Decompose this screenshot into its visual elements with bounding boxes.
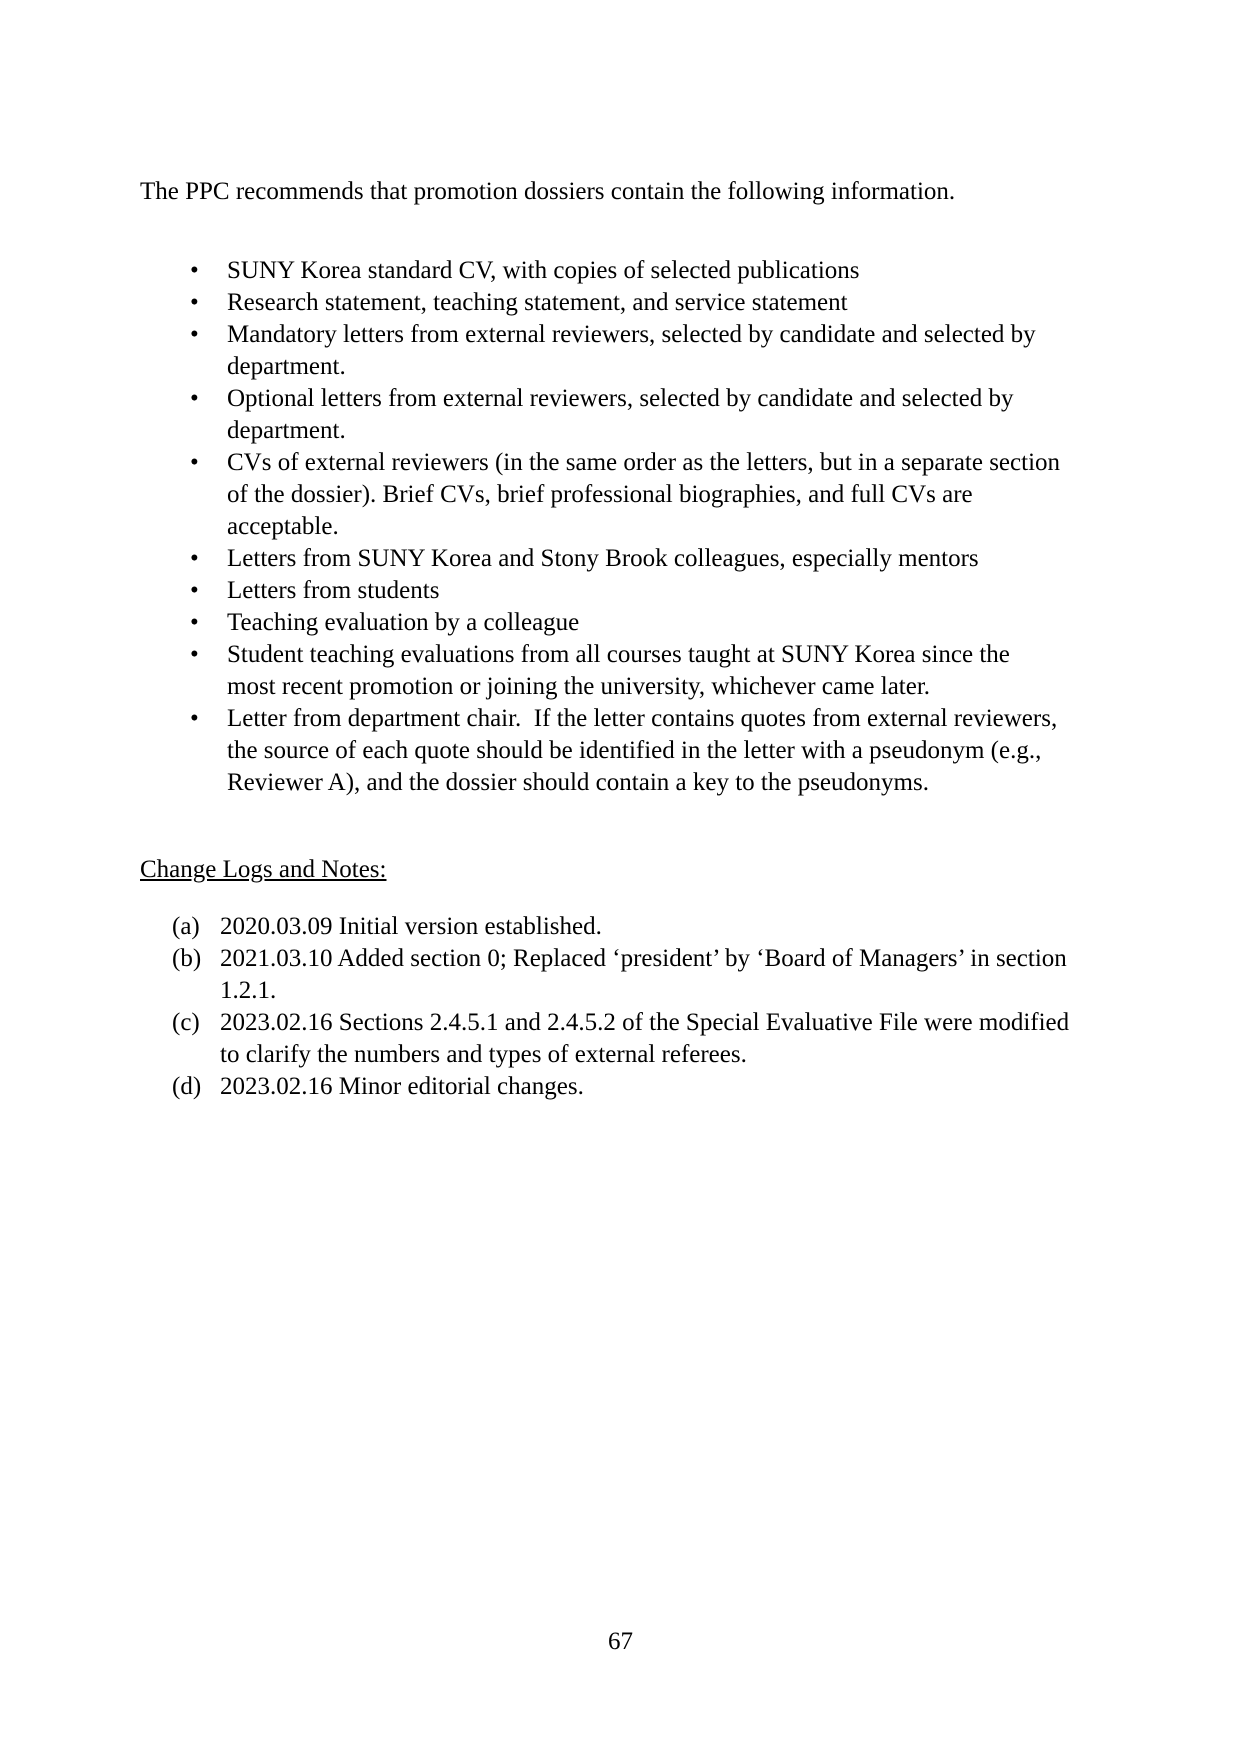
text-line: Mandatory letters from external reviewers, selected by candidate and selected by <box>227 321 1036 348</box>
bullet-item <box>140 287 1150 319</box>
bullet-item <box>140 255 1150 287</box>
intro-paragraph: The PPC recommends that promotion dossiers contain the following information. <box>140 178 956 205</box>
text-line: 2023.02.16 Sections 2.4.5.1 and 2.4.5.2 of the Special Evaluative File were modified <box>220 1009 1070 1036</box>
bullet-item <box>140 447 1150 543</box>
change-log-item <box>140 1071 1150 1103</box>
text-line: SUNY Korea standard CV, with copies of selected publications <box>227 257 860 284</box>
text-line: CVs of external reviewers (in the same order as the letters, but in a separate section <box>227 449 1061 476</box>
text-line: of the dossier). Brief CVs, brief professional biographies, and full CVs are <box>227 481 973 508</box>
bullet-marker: • <box>190 641 199 668</box>
bullet-marker: • <box>190 449 199 476</box>
text-line: the source of each quote should be identified in the letter with a pseudonym (e.g., <box>227 737 1042 764</box>
change-log-label: (d) <box>172 1073 202 1100</box>
bullet-marker: • <box>190 257 199 284</box>
page-number: 67 <box>608 1628 633 1655</box>
change-log-list <box>140 911 1150 1103</box>
bullet-item <box>140 575 1150 607</box>
text-line: department. <box>227 353 346 380</box>
text-line: 2023.02.16 Minor editorial changes. <box>220 1073 584 1100</box>
bullet-item <box>140 703 1150 799</box>
text-line: acceptable. <box>227 513 339 540</box>
text-line: Student teaching evaluations from all courses taught at SUNY Korea since the <box>227 641 1010 668</box>
change-log-label: (a) <box>172 913 200 940</box>
text-line: 2020.03.09 Initial version established. <box>220 913 602 940</box>
text-line: 1.2.1. <box>220 977 277 1004</box>
text-line: Research statement, teaching statement, and service statement <box>227 289 848 316</box>
bullet-item <box>140 639 1150 703</box>
change-log-label: (c) <box>172 1009 200 1036</box>
text-line: Reviewer A), and the dossier should contain a key to the pseudonyms. <box>227 769 929 796</box>
text-line: Letters from students <box>227 577 440 604</box>
text-line: Letters from SUNY Korea and Stony Brook colleagues, especially mentors <box>227 545 979 572</box>
dossier-bullet-list <box>140 255 1150 799</box>
change-log-item <box>140 1007 1150 1071</box>
text-line: 2021.03.10 Added section 0; Replaced ‘president’ by ‘Board of Managers’ in section <box>220 945 1067 972</box>
bullet-marker: • <box>190 577 199 604</box>
bullet-marker: • <box>190 385 199 412</box>
bullet-item <box>140 383 1150 447</box>
bullet-item <box>140 543 1150 575</box>
bullet-item <box>140 319 1150 383</box>
text-line: department. <box>227 417 346 444</box>
text-line: most recent promotion or joining the university, whichever came later. <box>227 673 931 700</box>
bullet-marker: • <box>190 545 199 572</box>
text-line: Letter from department chair. If the letter contains quotes from external reviewers, <box>227 705 1058 732</box>
text-line: Optional letters from external reviewers, selected by candidate and selected by <box>227 385 1014 412</box>
bullet-marker: • <box>190 609 199 636</box>
page-content <box>140 176 1150 1103</box>
change-log-item <box>140 911 1150 943</box>
bullet-marker: • <box>190 289 199 316</box>
bullet-item <box>140 607 1150 639</box>
change-log-item <box>140 943 1150 1007</box>
bullet-marker: • <box>190 321 199 348</box>
change-log-label: (b) <box>172 945 202 972</box>
text-line: Teaching evaluation by a colleague <box>227 609 580 636</box>
text-line: to clarify the numbers and types of external referees. <box>220 1041 747 1068</box>
change-logs-heading: Change Logs and Notes: <box>140 856 387 883</box>
bullet-marker: • <box>190 705 199 732</box>
